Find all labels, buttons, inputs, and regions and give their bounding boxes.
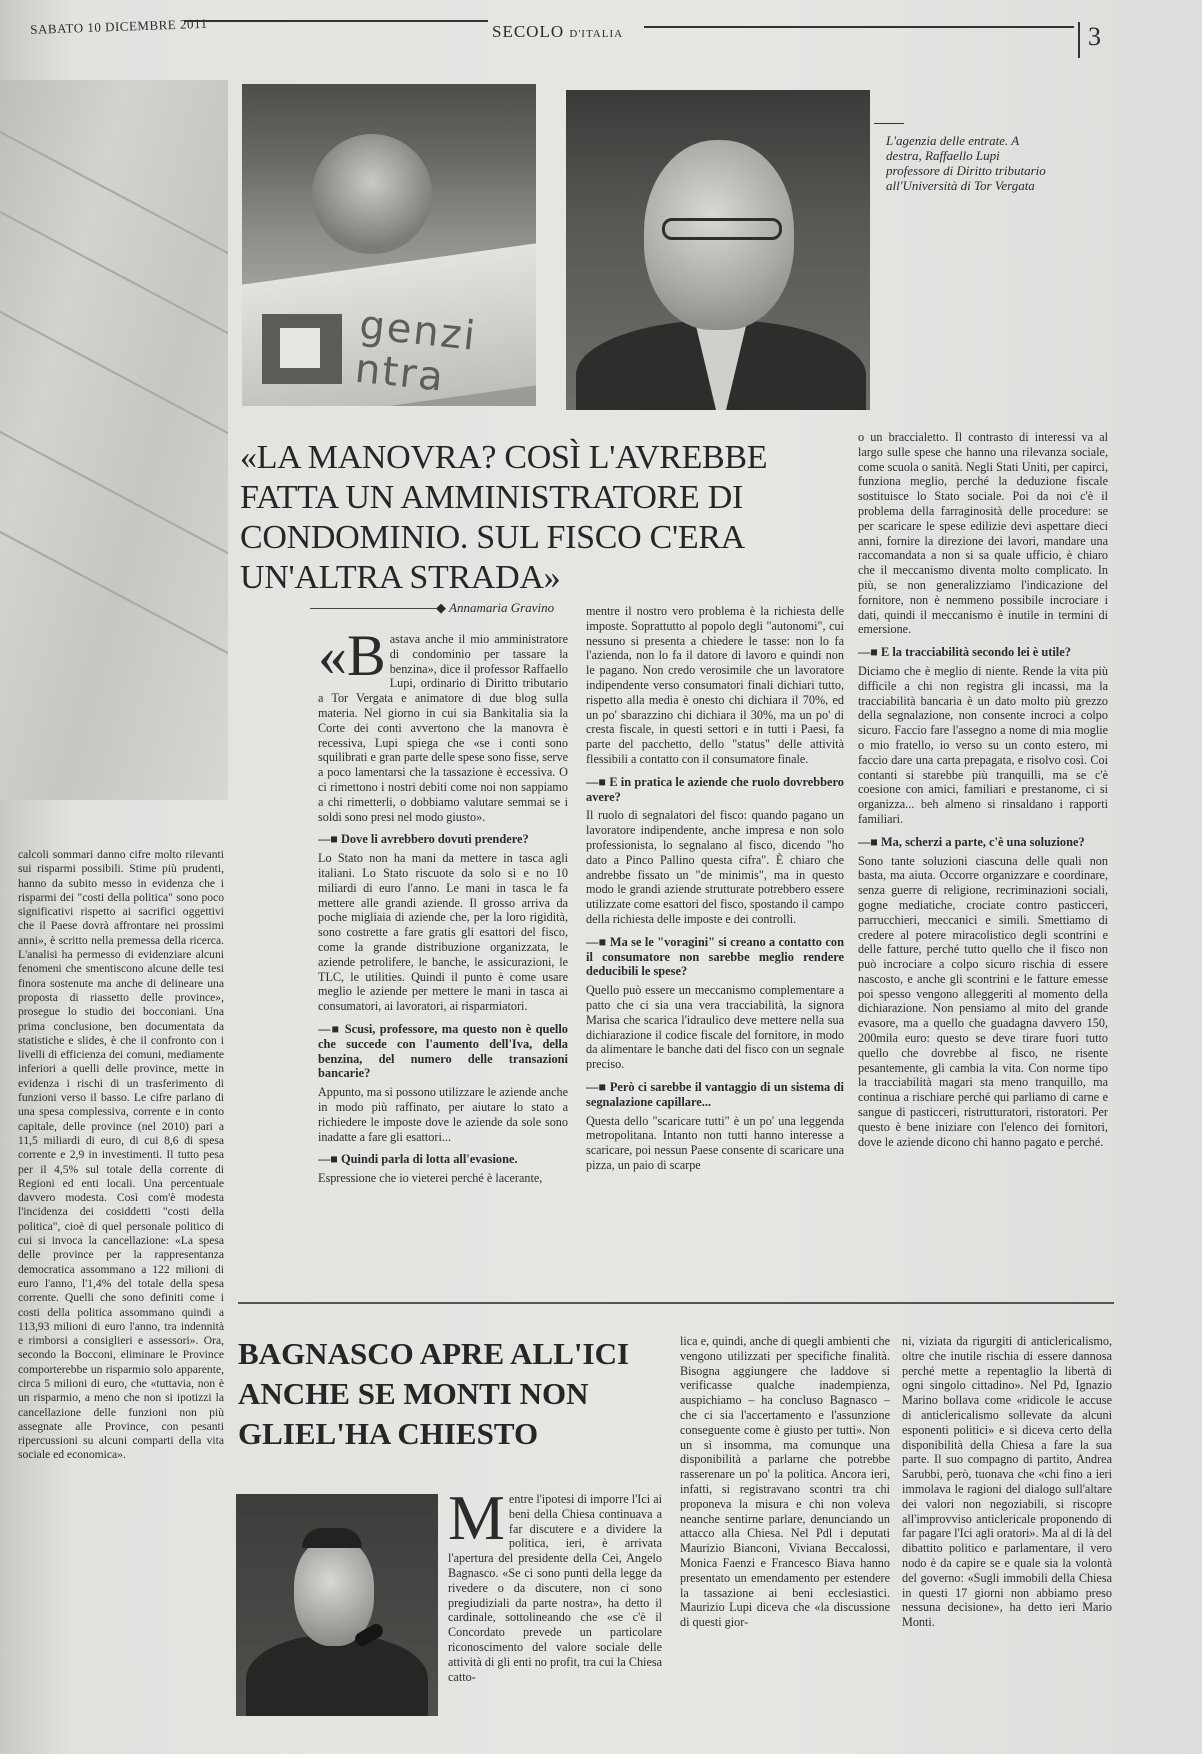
question-heading: —■ E la tracciabilità secondo lei è utile? (858, 645, 1071, 660)
question-heading: —■ Dove li avrebbero dovuti prendere? (318, 832, 529, 847)
section-divider (238, 1302, 1114, 1304)
header-paper-name (492, 22, 623, 42)
article-column-3 (858, 430, 1108, 1282)
question-heading: —■ E in pratica le aziende che ruolo dovrebbero avere? (586, 774, 844, 804)
left-column-article (18, 848, 224, 1728)
article2-intro (448, 1492, 662, 1684)
byline-author: Annamaria Gravino (449, 600, 555, 615)
lupi-portrait-photo (566, 90, 870, 410)
question-heading: —■ Ma, scherzi a parte, c'è una soluzione? (858, 834, 1085, 849)
agency-sign-text: genzi ntra (352, 301, 480, 401)
article2-headline: BAGNASCO APRE ALL'ICI ANCHE SE MONTI NON GLIEL'HA CHIESTO (238, 1336, 630, 1451)
body-paragraph: o un braccialetto. Il contrasto di interessi va al largo sulle spese che hanno una rilevanza sociale, come scuola o sanità. Negli Stati Uniti, per capirci, funziona meglio, perché la deduzione fiscale sostituisce lo Stato sociale. Poi da noi c'è il problema della farraginosità delle procedure: se per scaricare le spese edilizie devi aspettare dieci anni, fornire la direzione dei lavori, mandare una raccomandata a non si sa quale ufficio, è chiaro che il meccanismo diventa molto complicato. In più, se non generalizziamo l'indicazione del fornitore, non è nemmeno possibile incrociare i dati, quindi il meccanismo è inutile in termini di emersione. (858, 430, 1108, 637)
paper-title-suffix: D'ITALIA (569, 28, 624, 40)
question-heading: —■ Quindi parla di lotta all'evasione. (318, 1152, 518, 1167)
body-paragraph: lica e, quindi, anche di quegli ambienti che vengono utilizzati per specifiche finalità. Bisogna aggiungere che laddove si verificasse qualche inadempienza, auspichiamo – ha concluso Bagnasco – che ci sia l'accertamento e l'assunzione conseguente come è giusto per tutti». Non un sì insomma, ma comunque una disponibilità a parlarne che potrebbe rasserenare un po' la politica. Ancora ieri, infatti, si registravano scontri tra chi proponeva la misura e chi non voleva neanche sentirne parlare, denunciando un attacco alla Chiesa. Nel Pdl i deputati Maurizio Bianconi, Viviana Beccalossi, Monica Faenzi e Francesco Biava hanno presentato un emendamento per estendere la tassazione ai beni ecclesiastici. Maurizio Lupi diceva che «la discussione di questi gior- (680, 1334, 890, 1630)
bagnasco-photo (236, 1494, 438, 1716)
question-text: E in pratica le aziende che ruolo dovrebbero avere? (586, 774, 844, 804)
answer-paragraph: Quello può essere un meccanismo complementare a patto che ci sia una vera tracciabilità, la signora Marisa che scarica l'idraulico deve mettere nella sua dichiarazione il codice fiscale del fornitore, in modo da alimentare le banche dati del fisco con un segnale preciso. (586, 983, 844, 1072)
question-heading: —■ Ma se le "voragini" si creano a contatto con il consumatore non sarebbe meglio rendere deducibili le spese? (586, 934, 844, 979)
dropcap: «B (318, 632, 386, 688)
question-text: Quindi parla di lotta all'evasione. (340, 1152, 518, 1167)
paper-title: SECOLO (492, 22, 565, 41)
article-headline: «LA MANOVRA? COSÌ L'AVREBBE FATTA UN AMMINISTRATORE DI CONDOMINIO. SUL FISCO C'ERA UN'ALTRA STRADA» (240, 439, 768, 596)
answer-paragraph: Questa dello "scaricare tutti" è un po' una leggenda metropolitana. Intanto non tutti hanno interesse a scaricare, poi nessun Paese consente di scaricare una pizza, un paio di scarpe (586, 1113, 844, 1172)
header-date: SABATO 10 DICEMBRE 2011 (30, 15, 208, 37)
agency-office-photo (242, 84, 536, 406)
question-text: Scusi, professore, ma questo non è quello che succede con l'aumento dell'Iva, della benzina, del numero delle transazioni bancarie? (318, 1021, 568, 1081)
left-column-text: calcoli sommari danno cifre molto rilevanti sui risparmi possibili. Stime più prudenti, hanno da subito messo in evidenza che i risparmi dei "costi della politica" sono poco significativi rispetto ai sacrifici oggettivi che il Paese dovrà affrontare nei prossimi anni», è scritto nella premessa della ricerca. L'analisi ha permesso di evidenziare alcuni fenomeni che smentiscono alcune delle tesi finora sostenute ma anche di delineare una proposta di riassetto delle province», prosegue lo studio dei bocconiani. Una prima conclusione, ben documentata da statistiche e slides, è che il confronto con i livelli di efficienza dei comuni, mediamente inferiori a quelli delle province, mette in evidenza i rischi di un trasferimento di funzioni verso il basso. Le cifre parlano di una spesa complessiva, corrente e in conto capitale, delle province (nel 2010) pari a 11,5 miliardi di euro, di cui 8,6 di spesa corrente e 2,9 in investimenti. Il tutto pesa per il 4,5% sul totale della corrente di Regioni ed enti locali. Una percentuale davvero modesta. Così com'è modesta l'incidenza dei cosiddetti "costi della politica", cioè di quel personale politico di cui si invoca la cancellazione: «La spesa delle province per la rappresentanza democratica assommano a 122 milioni di euro l'anno, l'1,4% del totale della spesa corrente. Quelli che sono definiti come i costi della politica assommano quindi a 113,93 milioni di euro l'anno, tra indennità e rimborsi a consiglieri e assessori». Ora, secondo la Bocconi, eliminare le Province comporterebbe un risparmio solo apparente, circa 5 milioni di euro, che «tuttavia, non è un risparmio, a meno che non si ipotizzi la cancellazione delle funzioni non più assegnate alle Province, con pesanti ripercussioni su alcuni comparti della vita sociale ed economica». (18, 848, 224, 1462)
question-text: E la tracciabilità secondo lei è utile? (880, 645, 1071, 660)
answer-paragraph: Il ruolo di segnalatori del fisco: quando pagano un lavoratore indipendente, anche impresa e non solo professionista, lo segnalano al fisco, dicendo "ho dato a Pinco Pallino questa cifra". È chiaro che andrebbe fissato un "de minimis", ma in questo modo le grandi aziende strutturate potrebbero essere utilizzate come esattori del fisco, spostando il campo della richiesta delle imposte e dei controlli. (586, 808, 844, 926)
answer-paragraph: Appunto, ma si possono utilizzare le aziende anche in modo più raffinato, per aiutare lo stato a richiedere le imposte dove le aziende da sole sono inadatte a fare gli esattori... (318, 1085, 568, 1144)
header-rule-right (644, 26, 1074, 28)
question-text: Dove li avrebbero dovuti prendere? (340, 832, 529, 847)
article2-column-2 (680, 1334, 890, 1732)
photo-caption: L'agenzia delle entrate. A destra, Raffaello Lupi professore di Diritto tributario all'Università di Tor Vergata (886, 133, 1046, 193)
agency-logo (262, 314, 342, 384)
body-paragraph: ni, viziata da rigurgiti di anticlericalismo, oltre che inutile rischia di essere dannosa perché mette a repentaglio la libertà di ogni singolo cittadino». Nel Pd, Ignazio Marino bollava come «ridicole le accuse di anticlericalismo sollevate da alcuni esponenti politici» e si diceva certo della disponibilità della Chiesa a fare la sua parte. Il suo compagno di partito, Andrea Sarubbi, però, tuonava che «chi fino a ieri immolava le ragioni del dialogo sull'altare dei valori non negoziabili, si riscopre all'improvviso anticlericale proponendo di far pagare l'Ici agli oratori». Ma al di là del dibattito politico e parlamentare, il vero nodo è da capire se e quale sia la volontà del governo: «Sugli immobili della Chiesa in questi 17 giorni non abbiamo preso nessuna decisione», ha detto ieri Mario Monti. (902, 1334, 1112, 1630)
header-rule-left (184, 20, 488, 22)
underlying-page-shadow (0, 80, 228, 800)
article-column-1 (318, 632, 568, 1282)
article-column-2 (586, 604, 844, 1282)
question-text: Ma se le "voragini" si creano a contatto con il consumatore non sarebbe meglio rendere deducibili le spese? (586, 934, 844, 979)
answer-paragraph: Espressione che io vieterei perché è lacerante, (318, 1171, 543, 1186)
article-intro (318, 632, 568, 824)
article-byline: ◆ Annamaria Gravino (436, 600, 555, 615)
answer-paragraph: Diciamo che è meglio di niente. Rende la vita più difficile a chi non registra gli incassi, ma la tracciabilità bancaria è un dato molto più grezzo della segnalazione, non consente incroci a colpo sicuro. Faccio fare l'assegno a nome di mia moglie o mio fratello, io verso su un conto estero, mi faccio dare una carta prepagata, e risolvo così. Coi contanti si starebbe più tranquilli, ma se c'è coesione con amici, familiari e prestanome, ci si organizza... beh almeno si rinsaldano i rapporti familiari. (858, 663, 1108, 826)
caption-rule (874, 123, 904, 124)
article2-column-3 (902, 1334, 1112, 1732)
answer-paragraph: Sono tante soluzioni ciascuna delle quali non basta, ma aiuta. Occorre organizzare e coordinare, senza guerre di religione, recriminazioni sociali, gogne mediatiche, crociate contro pasticceri, parrucchieri, meccanici e simili. Smettiamo di credere al potere miracolistico degli scontrini e delle fatture, perché tutto quello che il fisco non può incrociare a colpo sicuro rischia di essere nascosto, e anche gli scontrini e le fatture emesse poi spesso vengono alleggeriti al momento della dichiarazione. Non pensiamo al mito del grande evasore, ma a quello che guadagna davvero 150, 200mila euro: questo se deve tirare fuori tutto quello che dovrebbe al fisco, ne risente pesantemente, gli cambia la vita. Con norme tipo la tracciabilità magari sta meno tranquillo, ma continua a rischiare perché qui parliamo di carne e sangue di pasticceri, ristrutturatori, ristoratori. Per questo è bene iniziare con l'elenco dei fornitori, dove le aziende dicono chi hanno pagato e perché. (858, 853, 1108, 1149)
question-text: Ma, scherzi a parte, c'è una soluzione? (880, 834, 1085, 849)
question-heading: —■ Però ci sarebbe il vantaggio di un sistema di segnalazione capillare... (586, 1079, 844, 1109)
answer-paragraph: Lo Stato non ha mani da mettere in tasca agli italiani. Lo Stato riscuote da solo sì e no 10 miliardi di euro l'anno. Le mani in tasca le fa mettere alle grandi aziende. Il grosso arriva da poche migliaia di aziende che, per la loro rigidità, sono costrette a fare gratis gli esattori del fisco, come la grande distribuzione organizzata, le aziende petrolifere, le banche, le assicurazioni, le TLC, le utilities. Quindi il punto è come usare meglio le aziende per mettere le mani in tasca ai consumatori, ai lavoratori, ai risparmiatori. (318, 851, 568, 1014)
intro-text: entre l'ipotesi di imporre l'Ici ai beni della Chiesa continuava a far discutere e a dividere la politica, ieri, è arrivata l'apertura del presidente della Cei, Angelo Bagnasco. «Se ci sono punti della legge da rivedere o da discutere, non ci sono pregiudiziali da parte nostra», ha detto il cardinale, sottolineando che «se c'è il Concordato prevede un particolare riconoscimento del valore sociale delle attività di gli enti no profit, tra cui la Chiesa catto- (448, 1492, 662, 1684)
question-heading: —■ Scusi, professore, ma questo non è quello che succede con l'aumento dell'Iva, della benzina, del numero delle transazioni bancarie? (318, 1021, 568, 1081)
dropcap: M (448, 1492, 505, 1553)
body-paragraph: mentre il nostro vero problema è la richiesta delle imposte. Soprattutto al popolo degli "autonomi", cui nessuno si presenta a chiedere le tasse: non lo fa l'azienda, non lo fa il datore di lavoro e quindi non le pagano. Non credo verosimile che un lavoratore indipendente verso consumatori finali dichiari tutto, rispetto alla media è onesto chi dichiara il 70%, ed un po' sbarazzino chi dichiara il 30%, ma un po' di cresta fiscale, in questi settori e in tutti i Paesi, fa parte del pacchetto, dello "status" delle attività flessibili a contatto con il consumatore finale. (586, 604, 844, 766)
page-number: 3 (1078, 22, 1101, 58)
question-text: Però ci sarebbe il vantaggio di un sistema di segnalazione capillare... (586, 1079, 844, 1109)
byline-rule (310, 608, 436, 609)
article2-column-1 (448, 1492, 662, 1732)
intro-text: astava anche il mio amministratore di condominio per tassare la benzina», dice il professor Raffaello Lupi, ordinario di Diritto tributario a Tor Vergata e animatore di due blog sulla materia. Nel giorno in cui sia Bankitalia sia la Corte dei conti avvertono che la manovra è recessiva, Lupi spiega che «se i conti sono squilibrati e gran parte delle spese sono fisse, serve a poco lamentarsi che la tassazione è eccessiva. O ci rimettono i nostri debiti come noi non sappiamo a chi rimetterli, o dobbiamo valutare semmai se i soldi sono presi nel modo giusto». (318, 632, 568, 824)
